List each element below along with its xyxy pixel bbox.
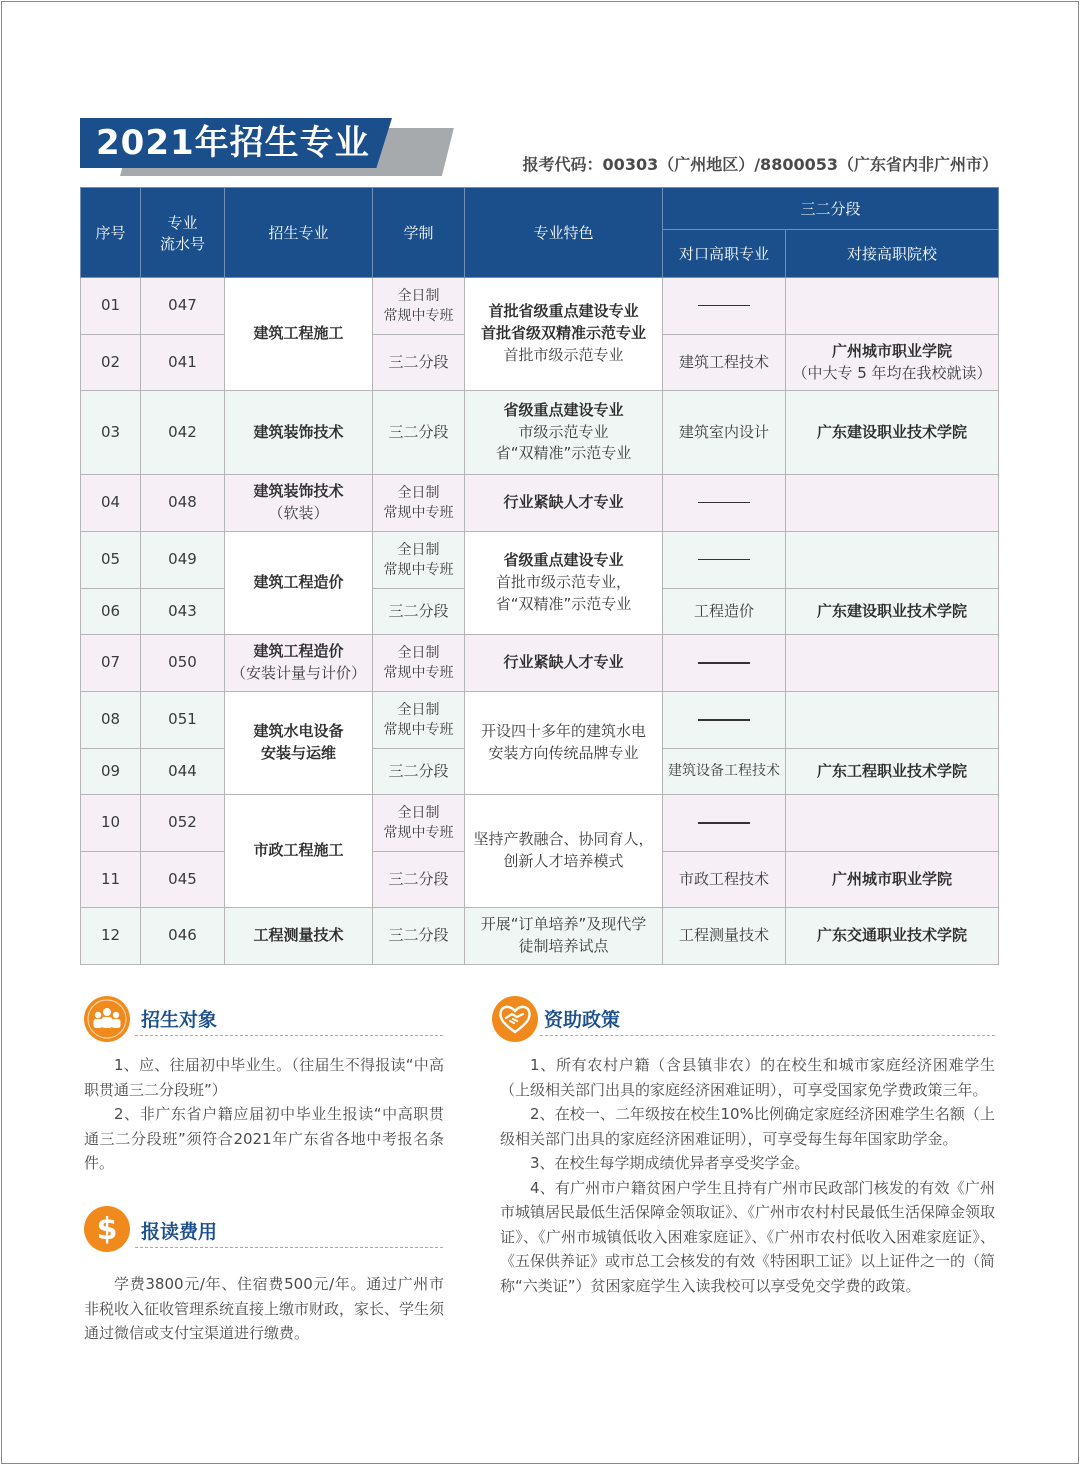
header-serial: 专业 流水号 [141,188,225,278]
cell-serial: 043 [141,589,225,635]
cell-counter-major [663,635,786,692]
header-feature: 专业特色 [465,188,663,278]
header-system: 学制 [373,188,465,278]
targets-paragraph-1: 1、应、往届初中毕业生。（往届生不得报读“中高职贯通三二分段班”） [84,1056,444,1099]
table-row [81,532,999,589]
cell-counter-college: 广州城市职业学院 [786,852,999,908]
cell-serial: 048 [141,475,225,532]
cell-counter-college: 广东工程职业技术学院 [786,749,999,795]
dash-mark [698,822,750,824]
cell-serial: 045 [141,852,225,908]
cell-system: 全日制 常规中专班 [373,532,465,589]
cell-feature: 首批省级重点建设专业 首批省级双精准示范专业 首批市级示范专业 [465,278,663,391]
cell-counter-major: 建筑室内设计 [663,391,786,475]
table-row [81,795,999,852]
cell-counter-major [663,692,786,749]
aid-paragraph-2: 2、在校一、二年级按在校生10%比例确定家庭经济困难学生名额（上级相关部门出具的家庭经济困难证明），可享受每生每年国家助学金。 [500,1105,995,1148]
cell-system: 三二分段 [373,589,465,635]
cell-serial: 049 [141,532,225,589]
cell-serial: 047 [141,278,225,335]
cell-counter-major: 市政工程技术 [663,852,786,908]
svg-text:$: $ [96,1212,118,1247]
dash-mark [698,719,750,721]
cell-counter-college: 广东交通职业技术学院 [786,908,999,965]
header-no: 序号 [81,188,141,278]
cell-counter-major: 工程测量技术 [663,908,786,965]
cell-major: 建筑工程施工 [225,278,373,391]
cell-counter-college: 广东建设职业技术学院 [786,589,999,635]
cell-major: 建筑装饰技术 （软装） [225,475,373,532]
cell-no: 02 [81,335,141,391]
section-title-aid: 资助政策 [544,1009,621,1031]
cell-major: 建筑工程造价 （安装计量与计价） [225,635,373,692]
cell-counter-major [663,278,786,335]
dash-mark [698,662,750,664]
cell-system: 三二分段 [373,908,465,965]
header-counter-major: 对口高职专业 [663,230,786,278]
cell-no: 11 [81,852,141,908]
cell-counter-college: 广东建设职业技术学院 [786,391,999,475]
aid-paragraph-4: 4、有广州市户籍贫困户学生且持有广州市民政部门核发的有效《广州市城镇居民最低生活保障金领取证》、《广州市农村村民最低生活保障金领取证》、《广州市城镇低收入困难家庭证》、《广州市农村低收入困难家庭证》、《五保供养证》或市总工会核发的有效《特困职工证》以上证件之一的（简称“六类证”）贫困家庭学生入读我校可以享受免交学费的政策。 [500,1178,996,1295]
cell-no: 05 [81,532,141,589]
cell-system: 三二分段 [373,391,465,475]
cell-feature: 行业紧缺人才专业 [465,635,663,692]
dollar-icon [84,1206,130,1252]
table-row [81,475,999,532]
cell-serial: 051 [141,692,225,749]
cell-serial: 042 [141,391,225,475]
section-title-fees: 报读费用 [141,1221,218,1243]
section-divider [540,1035,995,1036]
cell-counter-major [663,532,786,589]
handshake-heart-icon [492,996,538,1042]
cell-no: 06 [81,589,141,635]
cell-counter-major [663,795,786,852]
cell-no: 12 [81,908,141,965]
cell-major: 建筑装饰技术 [225,391,373,475]
cell-counter-college [786,278,999,335]
cell-counter-college [786,475,999,532]
fees-paragraph-1: 学费3800元/年、住宿费500元/年。通过广州市非税收入征收管理系统直接上缴市财政，家长、学生须通过微信或支付宝渠道进行缴费。 [84,1275,445,1342]
cell-major: 市政工程施工 [225,795,373,908]
dash-mark [698,559,750,560]
exam-code-line: 报考代码：00303（广州地区）/8800053（广东省内非广州市） [522,155,998,174]
cell-no: 04 [81,475,141,532]
cell-serial: 046 [141,908,225,965]
cell-serial: 041 [141,335,225,391]
aid-paragraph-1: 1、所有农村户籍（含县镇非农）的在校生和城市家庭经济困难学生（上级相关部门出具的家庭经济困难证明），可享受国家免学费政策三年。 [500,1056,995,1099]
cell-counter-college [786,532,999,589]
dash-mark [698,305,750,306]
cell-serial: 044 [141,749,225,795]
cell-system: 全日制 常规中专班 [373,278,465,335]
cell-major: 建筑工程造价 [225,532,373,635]
cell-system: 全日制 常规中专班 [373,475,465,532]
cell-feature: 坚持产教融合、协同育人， 创新人才培养模式 [465,795,663,908]
majors-table [80,187,999,965]
cell-major: 建筑水电设备 安装与运维 [225,692,373,795]
cell-feature: 省级重点建设专业 市级示范专业 省“双精准”示范专业 [465,391,663,475]
cell-system: 三二分段 [373,749,465,795]
cell-feature: 省级重点建设专业 首批市级示范专业， 省“双精准”示范专业 [465,532,663,635]
cell-system: 三二分段 [373,852,465,908]
cell-no: 08 [81,692,141,749]
dash-mark [698,502,750,503]
cell-system: 全日制 常规中专班 [373,692,465,749]
cell-counter-college [786,692,999,749]
header-major: 招生专业 [225,188,373,278]
aid-text [500,1053,995,1298]
cell-counter-college [786,635,999,692]
cell-counter-college [786,795,999,852]
cell-system: 三二分段 [373,335,465,391]
cell-no: 01 [81,278,141,335]
targets-text [84,1053,444,1176]
table-row [81,908,999,965]
aid-paragraph-3: 3、在校生每学期成绩优异者享受奖学金。 [530,1154,810,1172]
table-row [81,635,999,692]
cell-counter-major: 建筑工程技术 [663,335,786,391]
cell-no: 07 [81,635,141,692]
cell-no: 09 [81,749,141,795]
section-divider [135,1035,443,1036]
cell-serial: 052 [141,795,225,852]
section-divider [135,1247,443,1248]
people-icon [84,996,130,1042]
cell-feature: 行业紧缺人才专业 [465,475,663,532]
cell-feature: 开展“订单培养”及现代学 徒制培养试点 [465,908,663,965]
page-title: 2021年招生专业 [96,123,370,163]
cell-counter-major: 工程造价 [663,589,786,635]
table-row [81,278,999,335]
header-group: 三二分段 [663,188,999,230]
table-row [81,692,999,749]
section-title-targets: 招生对象 [141,1009,218,1031]
targets-paragraph-2: 2、非广东省户籍应届初中毕业生报读“中高职贯通三二分段班”须符合2021年广东省各地中考报名条件。 [84,1105,444,1172]
table-row [81,391,999,475]
header-counter-college: 对接高职院校 [786,230,999,278]
cell-system: 全日制 常规中专班 [373,795,465,852]
fees-text [84,1272,444,1346]
cell-serial: 050 [141,635,225,692]
cell-counter-college: 广州城市职业学院 （中大专 5 年均在我校就读） [786,335,999,391]
cell-no: 03 [81,391,141,475]
cell-system: 全日制 常规中专班 [373,635,465,692]
cell-counter-major: 建筑设备工程技术 [663,749,786,795]
cell-counter-major [663,475,786,532]
cell-feature: 开设四十多年的建筑水电 安装方向传统品牌专业 [465,692,663,795]
cell-no: 10 [81,795,141,852]
cell-major: 工程测量技术 [225,908,373,965]
